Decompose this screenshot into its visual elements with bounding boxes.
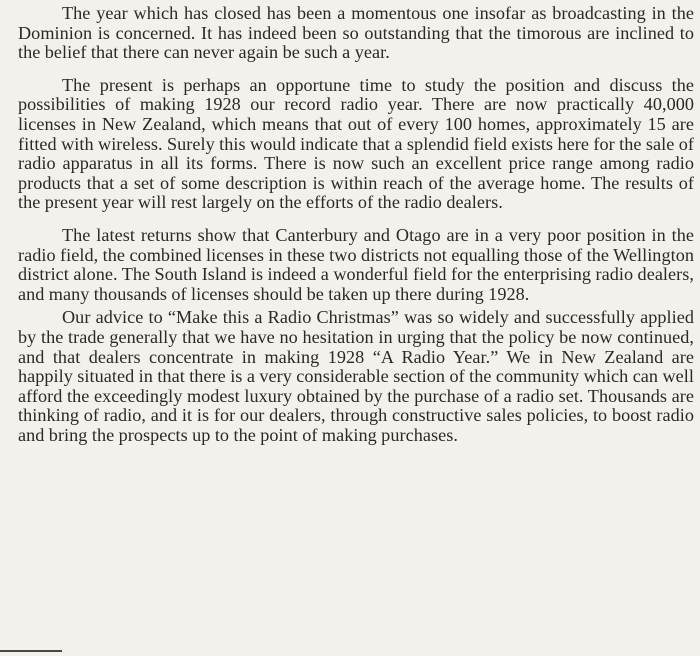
paragraph-canterbury-otago: The latest returns show that Canterbury and Otago are in a very poor position in the radio field, the combined licenses in these two districts not equalling those of the Wellington district alone. The South Island is indeed a wonderful field for the enterprising radio dealers, and many thousands of licenses should be taken up there during 1928. (18, 224, 694, 304)
paragraph-year-closed: The year which has closed has been a momentous one insofar as broadcasting in the Dominion is concerned. It has indeed been so outstanding that the timorous are inclined to the belief that there can never again be such a year. (18, 3, 694, 63)
paragraph-record-radio-year: The present is perhaps an opportune time to study the position and discuss the possibilities of making 1928 our record radio year. There are now practically 40,000 licenses in New Zealand, which means that out of every 100 homes, approximately 15 are fitted with wireless. Surely this would indicate that a splendid field exists here for the sale of radio apparatus in all its forms. There is now such an excellent price range among radio products that a set of some description is within reach of the average home. The results of the present year will rest largely on the efforts of the radio dealers. (18, 74, 694, 213)
paragraph-radio-christmas: Our advice to “Make this a Radio Christmas” was so widely and successfully applied by the trade generally that we have no hesitation in urging that the policy be now continued, and that dealers concentrate in making 1928 “A Radio Year.” We in New Zealand are happily situated in that there is a very considerable section of the community which can well afford the exceedingly modest luxury obtained by the purchase of a radio set. Thousands are thinking of radio, and it is for our dealers, through constructive sales policies, to boost radio and bring the prospects up to the point of making purchases. (18, 307, 694, 445)
end-rule-divider (0, 650, 62, 652)
